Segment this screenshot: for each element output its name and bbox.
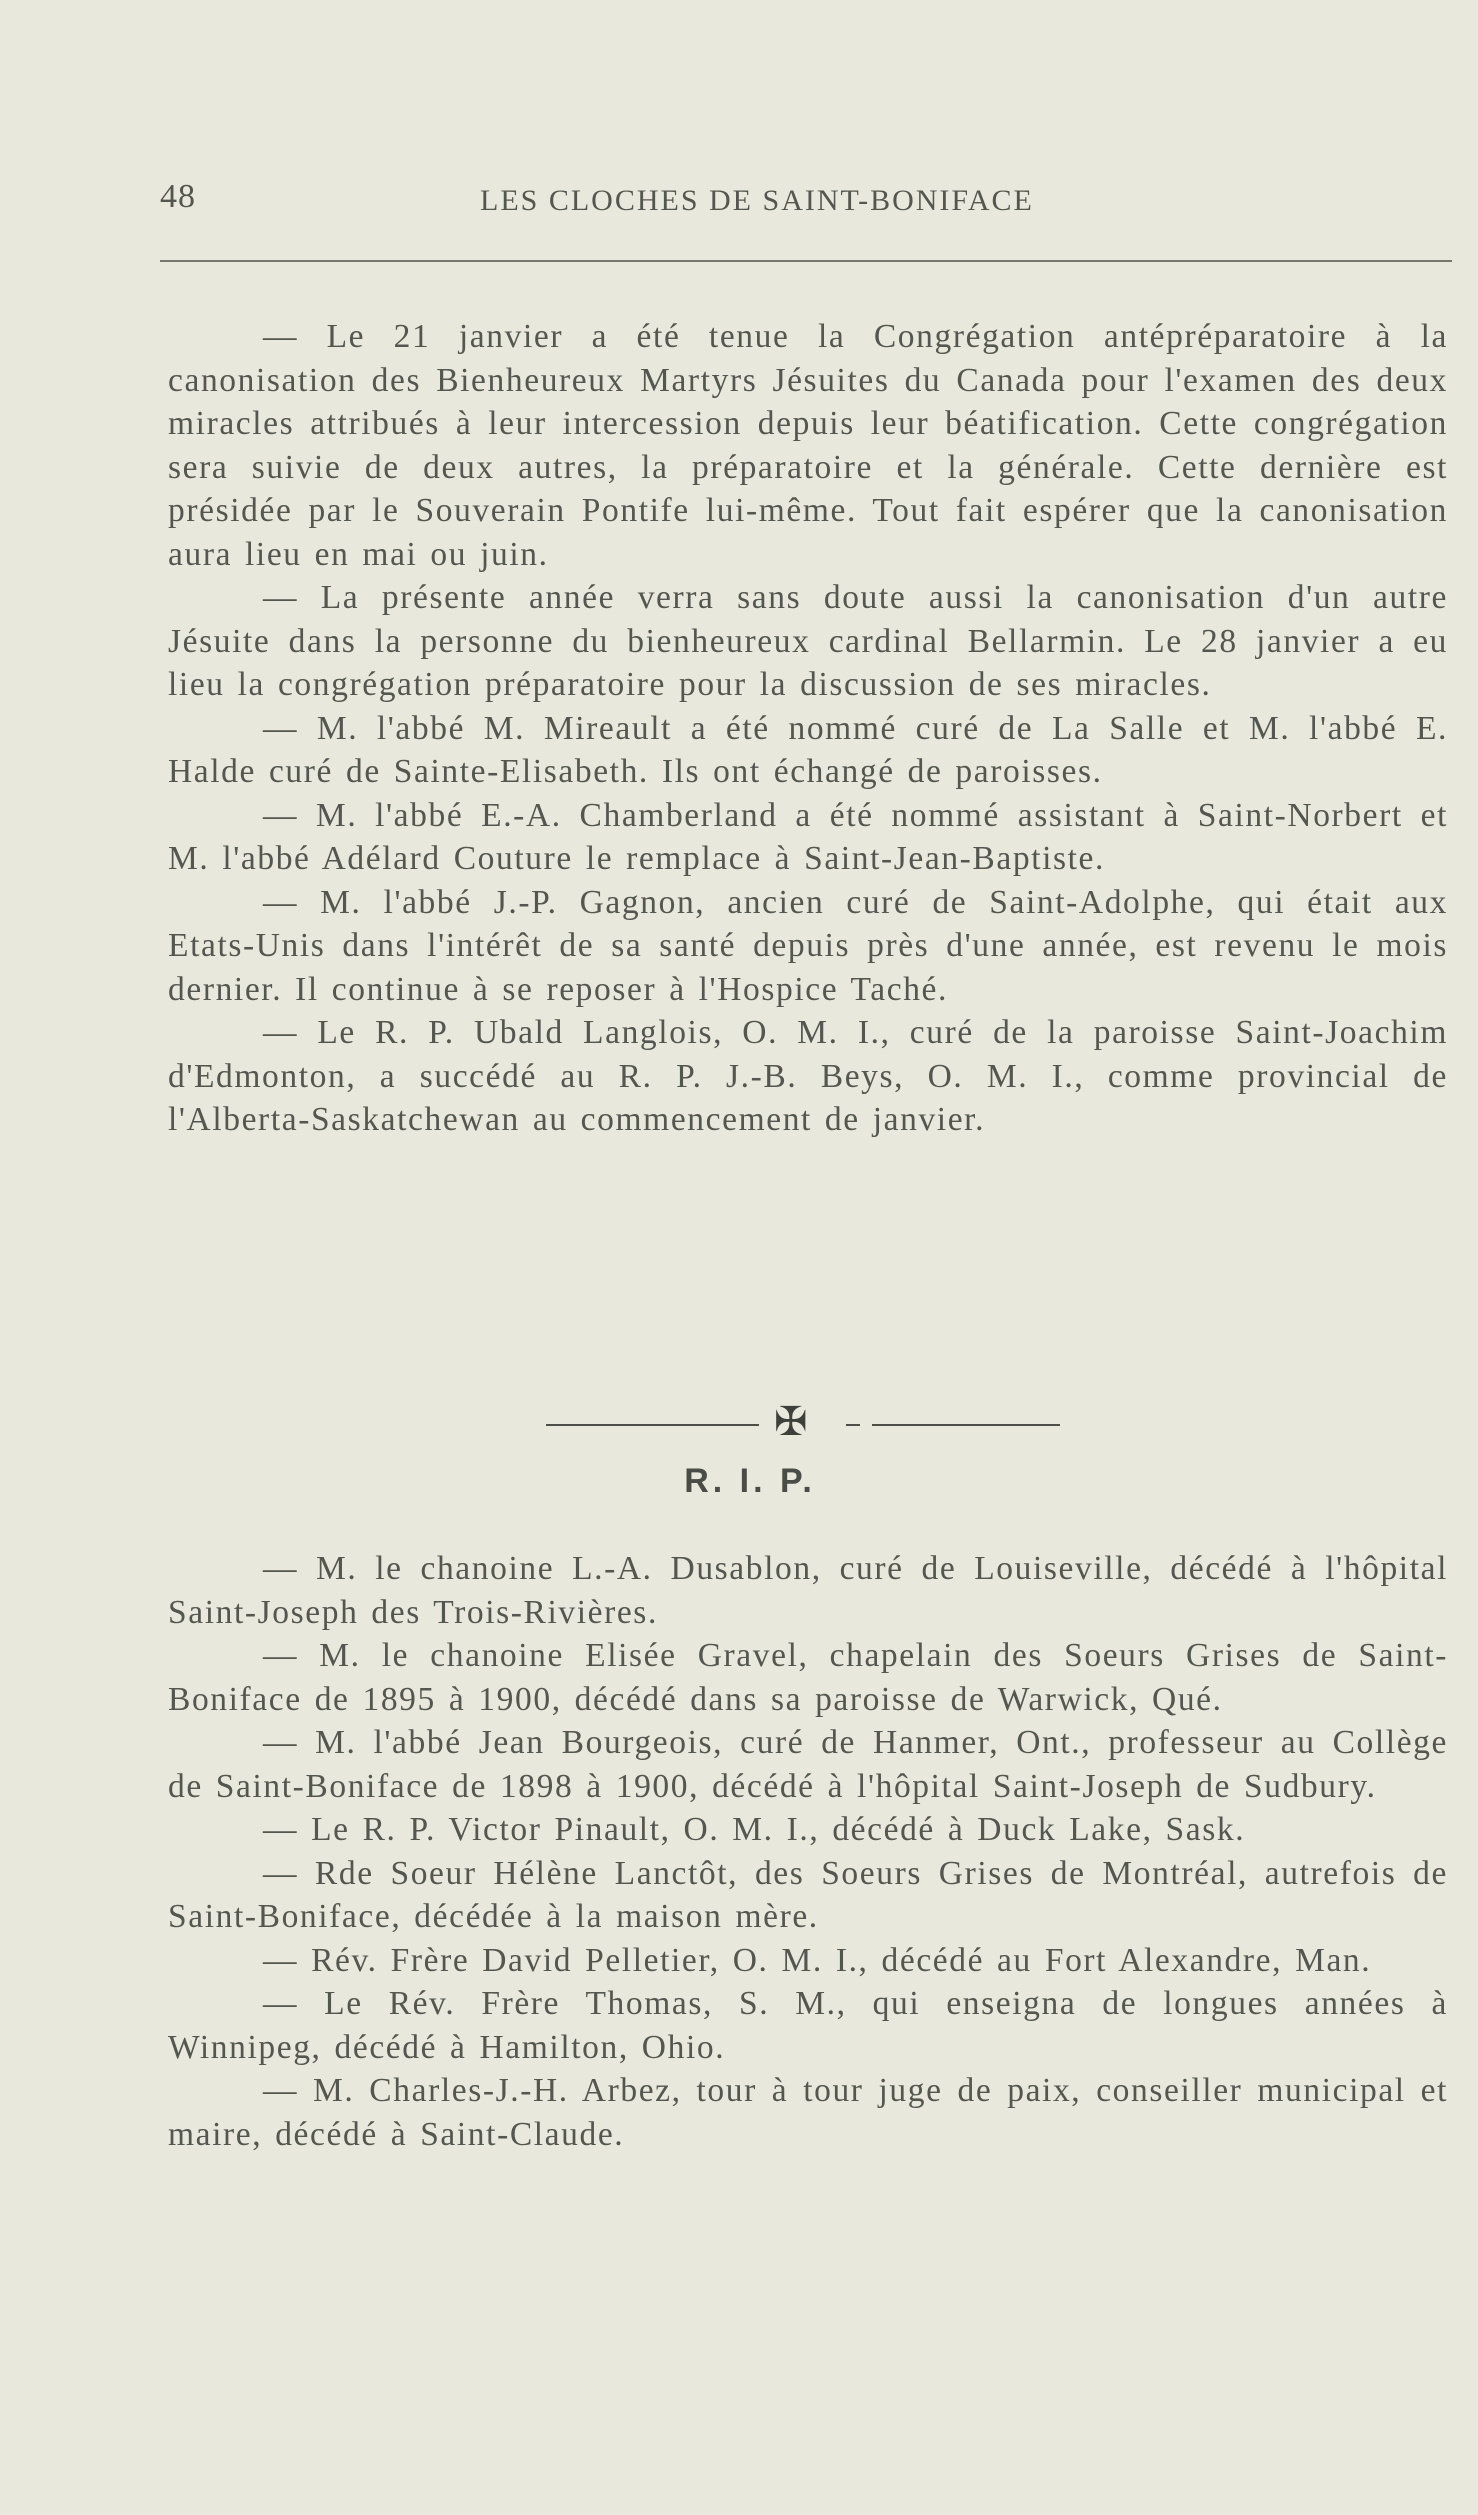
news-paragraph: — M. l'abbé E.-A. Chamberland a été nommé assistant à Saint-Norbert et M. l'abbé Adélard Couture le remplace à Saint-Jean-Baptiste. xyxy=(168,796,1448,877)
rip-heading: R. I. P. xyxy=(684,1462,816,1500)
obituary-entry: — Le R. P. Victor Pinault, O. M. I., décédé à Duck Lake, Sask. xyxy=(263,1811,1246,1848)
obituary-entry: — Rde Soeur Hélène Lanctôt, des Soeurs Grises de Montréal, autrefois de Saint-Boniface, décédée à la maison mère. xyxy=(168,1854,1448,1935)
page-number: 48 xyxy=(160,178,196,215)
obituary-entry: — M. Charles-J.-H. Arbez, tour à tour juge de paix, conseiller municipal et maire, décédé à Saint-Claude. xyxy=(168,2072,1448,2153)
section-divider xyxy=(546,1399,1060,1444)
obituary-entry: — M. le chanoine L.-A. Dusablon, curé de Louiseville, décédé à l'hôpital Saint-Joseph des Trois-Rivières. xyxy=(168,1550,1448,1631)
news-paragraph: — Le 21 janvier a été tenue la Congrégation antépréparatoire à la canonisation des Bienheureux Martyrs Jésuites du Canada pour l'examen des deux miracles attribués à leur intercession depuis leur béatification. Cette congrégation sera suivie de deux autres, la préparatoire et la générale. Cette dernière est présidée par le Souverain Pontife lui-même. Tout fait espérer que la canonisation aura lieu en mai ou juin. xyxy=(168,318,1448,573)
rip-list xyxy=(168,1547,1448,2156)
news-paragraph: — La présente année verra sans doute aussi la canonisation d'un autre Jésuite dans la personne du bienheureux cardinal Bellarmin. Le 28 janvier a eu lieu la congrégation préparatoire pour la discussion de ses miracles. xyxy=(168,579,1448,703)
divider-dash xyxy=(846,1424,860,1426)
news-paragraph: — M. l'abbé M. Mireault a été nommé curé de La Salle et M. l'abbé E. Halde curé de Sainte-Elisabeth. Ils ont échangé de paroisses. xyxy=(168,709,1448,790)
obituary-entry: — M. l'abbé Jean Bourgeois, curé de Hanmer, Ont., professeur au Collège de Saint-Boniface de 1898 à 1900, décédé à l'hôpital Saint-Joseph de Sudbury. xyxy=(168,1724,1448,1805)
running-title: LES CLOCHES DE SAINT-BONIFACE xyxy=(480,184,1034,217)
page-header xyxy=(160,178,1450,228)
divider-rule-right xyxy=(872,1424,1060,1426)
obituary-entry: — Le Rév. Frère Thomas, S. M., qui enseigna de longues années à Winnipeg, décédé à Hamilton, Ohio. xyxy=(168,1985,1448,2066)
obituary-entry: — M. le chanoine Elisée Gravel, chapelain des Soeurs Grises de Saint-Boniface de 1895 à 1900, décédé dans sa paroisse de Warwick, Qué. xyxy=(168,1637,1448,1718)
divider-rule-left xyxy=(546,1424,759,1426)
news-paragraph: — Le R. P. Ubald Langlois, O. M. I., curé de la paroisse Saint-Joachim d'Edmonton, a succédé au R. P. J.-B. Beys, O. M. I., comme provincial de l'Alberta-Saskatchewan au commencement de janvier. xyxy=(168,1014,1448,1138)
header-rule xyxy=(160,260,1452,262)
obituary-entry: — Rév. Frère David Pelletier, O. M. I., décédé au Fort Alexandre, Man. xyxy=(263,1941,1372,1979)
news-paragraph: — M. l'abbé J.-P. Gagnon, ancien curé de Saint-Adolphe, qui était aux Etats-Unis dans l'intérêt de sa santé depuis près d'une année, est revenu le mois dernier. Il continue à se reposer à l'Hospice Taché. xyxy=(168,883,1448,1008)
news-section xyxy=(168,315,1448,1142)
maltese-cross-icon: ✠ xyxy=(774,1399,808,1444)
